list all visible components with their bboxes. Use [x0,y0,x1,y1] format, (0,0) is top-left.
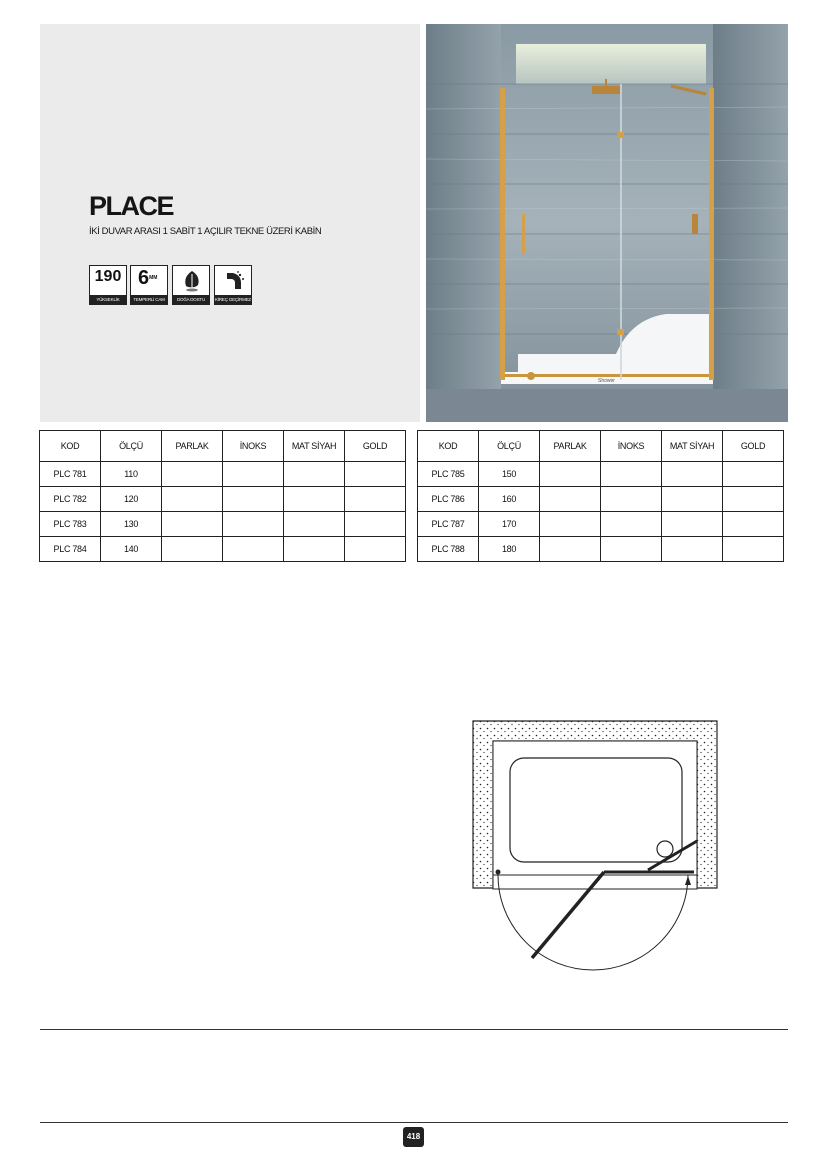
feature-glass-label: TEMPERLİ CAM [131,295,167,304]
olcu-cell: 170 [479,512,540,537]
feature-eco-label: DOĞA DOSTU [173,295,209,304]
olcu-cell: 140 [101,537,162,562]
table-row [40,487,406,512]
kod-cell: PLC 785 [418,462,479,487]
header-inoks: İNOKS [223,431,284,462]
feature-height-value: 190 [94,268,122,285]
kod-cell: PLC 784 [40,537,101,562]
table-row [418,537,784,562]
spec-table-left [39,430,406,562]
table-row [418,487,784,512]
product-photo [426,24,788,422]
hero-panel [40,24,420,422]
table-row [418,462,784,487]
feature-glass-value: 6 [138,267,150,289]
olcu-cell: 180 [479,537,540,562]
table-row [418,512,784,537]
header-inoks: İNOKS [601,431,662,462]
header-gold: GOLD [345,431,406,462]
cabin-plan-diagram [472,720,718,972]
table-row [40,512,406,537]
header-mat-siyah: MAT SİYAH [662,431,723,462]
kod-cell: PLC 788 [418,537,479,562]
feature-height-badge [89,265,127,305]
header-parlak: PARLAK [162,431,223,462]
olcu-cell: 150 [479,462,540,487]
feature-glass-badge [130,265,168,305]
table-row [40,537,406,562]
feature-height-label: YÜKSEKLİK [90,295,126,304]
kod-cell: PLC 786 [418,487,479,512]
header-kod: KOD [418,431,479,462]
feature-glass-unit: MM [149,275,158,282]
header-parlak: PARLAK [540,431,601,462]
kod-cell: PLC 783 [40,512,101,537]
product-title: PLACE [89,191,174,221]
feature-eco-badge [172,265,210,305]
olcu-cell: 130 [101,512,162,537]
water-repellent-icon [223,269,245,293]
kod-cell: PLC 781 [40,462,101,487]
page-number: 418 [403,1127,424,1147]
header-kod: KOD [40,431,101,462]
olcu-cell: 120 [101,487,162,512]
kod-cell: PLC 787 [418,512,479,537]
eco-leaf-icon [181,269,203,293]
spec-table-right [417,430,784,562]
header-gold: GOLD [723,431,784,462]
footer-divider [40,1122,788,1123]
header-olcu: ÖLÇÜ [101,431,162,462]
feature-water-label: KİREÇ GEÇİRMEZ [215,297,251,302]
product-subtitle: İKİ DUVAR ARASI 1 SABİT 1 AÇILIR TEKNE ÜZERİ KABİN [89,226,322,237]
olcu-cell: 110 [101,462,162,487]
table-row [40,462,406,487]
olcu-cell: 160 [479,487,540,512]
section-divider [40,1029,788,1030]
header-olcu: ÖLÇÜ [479,431,540,462]
photo-brand-mark: Shower [598,378,615,384]
feature-water-badge [214,265,252,305]
header-mat-siyah: MAT SİYAH [284,431,345,462]
kod-cell: PLC 782 [40,487,101,512]
